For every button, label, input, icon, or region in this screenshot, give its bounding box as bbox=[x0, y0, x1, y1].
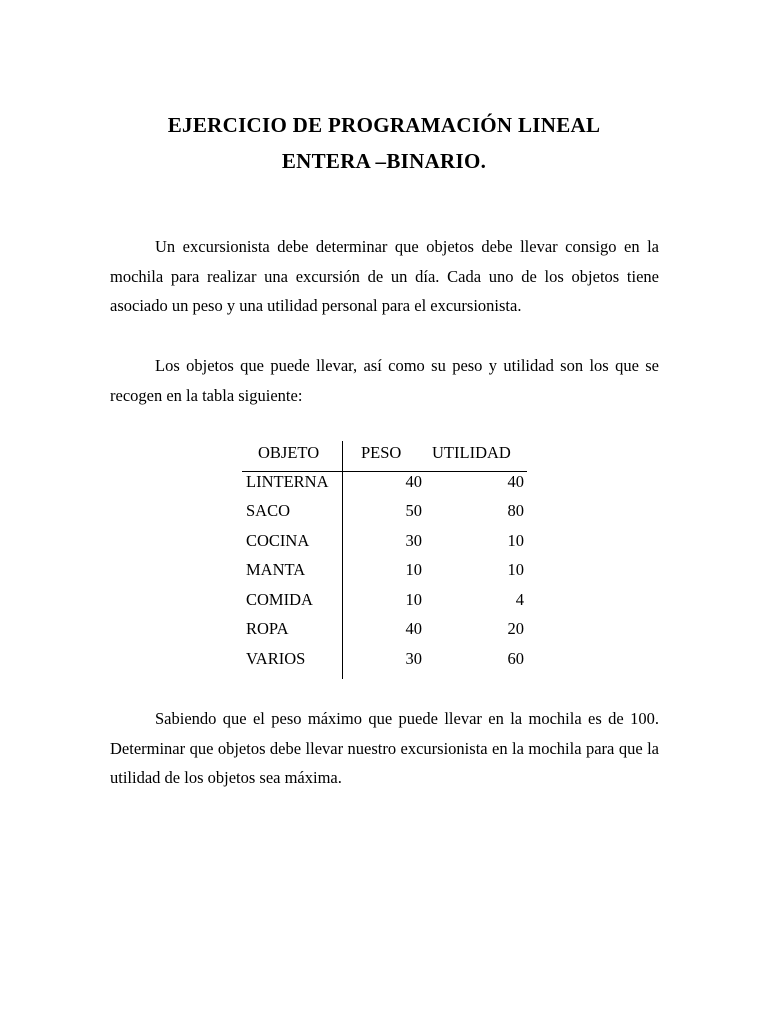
intro-paragraph: Un excursionista debe determinar que objetos debe llevar consigo en la mochila para realizar una excursión de un día. Cada uno de los objetos tiene asociado un peso y una utilidad personal para el excursionista. bbox=[110, 237, 659, 315]
table-cell-objeto: LINTERNA bbox=[246, 472, 329, 491]
table-cell-utilidad: 20 bbox=[507, 619, 524, 638]
header-objeto: OBJETO bbox=[258, 443, 320, 462]
table-cell-utilidad: 10 bbox=[507, 560, 524, 579]
document-title-line-2: ENTERA –BINARIO. bbox=[281, 149, 487, 173]
table-cell-objeto: COCINA bbox=[246, 531, 310, 550]
objects-table bbox=[242, 440, 527, 680]
table-cell-peso: 40 bbox=[405, 619, 422, 638]
table-column-rule bbox=[342, 441, 343, 679]
table-cell-peso: 10 bbox=[405, 590, 422, 609]
table-cell-peso: 30 bbox=[405, 649, 422, 668]
table-cell-peso: 10 bbox=[405, 560, 422, 579]
header-peso: PESO bbox=[361, 443, 402, 462]
table-cell-objeto: SACO bbox=[246, 501, 291, 520]
table-cell-peso: 30 bbox=[405, 531, 422, 550]
table-cell-utilidad: 60 bbox=[507, 649, 524, 668]
document-title-line-1: EJERCICIO DE PROGRAMACIÓN LINEAL bbox=[167, 113, 601, 137]
table-cell-utilidad: 10 bbox=[507, 531, 524, 550]
conclusion-paragraph: Sabiendo que el peso máximo que puede llevar en la mochila es de 100. Determinar que objetos debe llevar nuestro excursionista en la mochila para que la utilidad de los objetos sea máxima. bbox=[110, 709, 659, 787]
table-cell-utilidad: 80 bbox=[507, 501, 524, 520]
table-cell-objeto: COMIDA bbox=[246, 590, 313, 609]
table-intro-paragraph: Los objetos que puede llevar, así como su peso y utilidad son los que se recogen en la tabla siguiente: bbox=[110, 356, 659, 405]
table-cell-objeto: ROPA bbox=[246, 619, 289, 638]
table-cell-utilidad: 40 bbox=[507, 472, 524, 491]
table-cell-peso: 50 bbox=[405, 501, 422, 520]
table-cell-objeto: MANTA bbox=[246, 560, 306, 579]
table-cell-objeto: VARIOS bbox=[246, 649, 306, 668]
table-cell-peso: 40 bbox=[405, 472, 422, 491]
header-utilidad: UTILIDAD bbox=[432, 443, 511, 462]
table-cell-utilidad: 4 bbox=[515, 590, 524, 609]
